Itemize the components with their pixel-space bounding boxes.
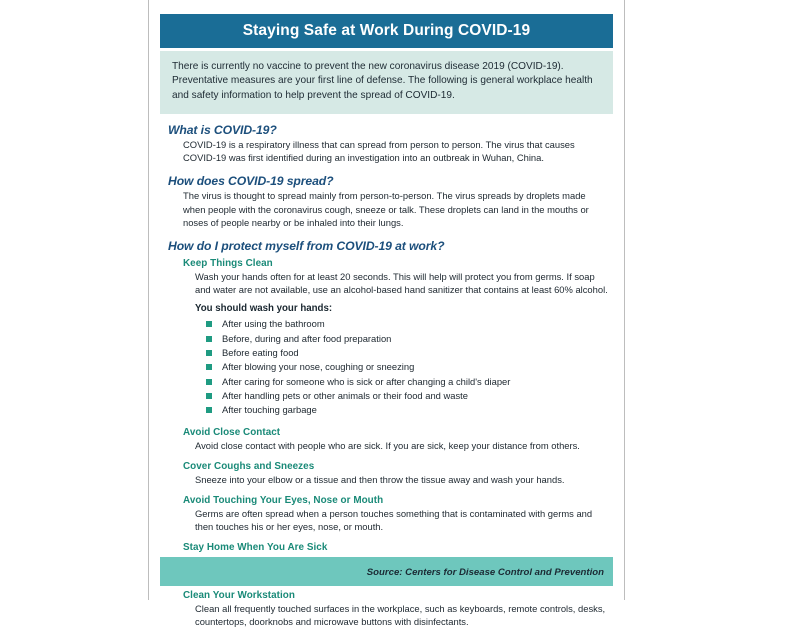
square-bullet-icon bbox=[206, 321, 212, 327]
subsection-body-avoid-touching-face: Germs are often spread when a person touches something that is contaminated with germs and then touches his or her eyes, nose, or mouth. bbox=[195, 508, 593, 533]
square-bullet-icon bbox=[206, 336, 212, 342]
square-bullet-icon bbox=[206, 364, 212, 370]
list-item-label: After blowing your nose, coughing or sneezing bbox=[222, 361, 415, 373]
section-body-how-spread: The virus is thought to spread mainly from person-to-person. The virus spreads by droplets made when people with the coronavirus cough, sneeze or talk. These droplets can land in the mouths or noses of people nearby or be inhaled into their lungs. bbox=[183, 190, 589, 228]
square-bullet-icon bbox=[206, 407, 212, 413]
list-item bbox=[206, 317, 609, 331]
subsection-body-cover-coughs: Sneeze into your elbow or a tissue and then throw the tissue away and wash your hands. bbox=[195, 474, 565, 486]
source-footer-bar bbox=[160, 557, 613, 586]
list-item-label: After using the bathroom bbox=[222, 318, 325, 330]
section-heading-what-is-covid: What is COVID-19? bbox=[168, 123, 277, 138]
list-item bbox=[206, 403, 609, 417]
poster-page bbox=[148, 0, 625, 627]
subsection-body-keep-things-clean: Wash your hands often for at least 20 seconds. This will help will protect you from germs. If soap and water are not available, use an alcohol-based hand sanitizer that contains at least 60% alcohol. bbox=[195, 270, 608, 295]
subsection-body-avoid-close-contact: Avoid close contact with people who are sick. If you are sick, keep your distance from others. bbox=[195, 439, 580, 451]
wash-hands-label: You should wash your hands: bbox=[195, 303, 333, 315]
subsection-heading-keep-things-clean: Keep Things Clean bbox=[183, 257, 273, 269]
subsection-body-clean-workstation: Clean all frequently touched surfaces in the workplace, such as keyboards, remote controls, desks, countertops, doorknobs and microwave buttons with disinfectants. bbox=[195, 602, 606, 627]
list-item bbox=[206, 332, 609, 346]
subsection-heading-avoid-close-contact: Avoid Close Contact bbox=[183, 426, 281, 438]
poster-body bbox=[160, 114, 613, 628]
subsection-heading-cover-coughs: Cover Coughs and Sneezes bbox=[183, 461, 315, 473]
list-item bbox=[206, 360, 609, 374]
subsection-heading-clean-workstation: Clean Your Workstation bbox=[183, 589, 295, 601]
subsection-heading-stay-home: Stay Home When You Are Sick bbox=[183, 542, 328, 554]
list-item-label: Before, during and after food preparation bbox=[222, 332, 392, 344]
section-heading-how-protect: How do I protect myself from COVID-19 at work? bbox=[168, 238, 445, 253]
page-title: Staying Safe at Work During COVID-19 bbox=[242, 22, 531, 39]
list-item-label: Before eating food bbox=[222, 346, 299, 358]
list-item-label: After touching garbage bbox=[222, 404, 317, 416]
section-heading-how-spread: How does COVID-19 spread? bbox=[168, 174, 334, 189]
wash-hands-list bbox=[206, 317, 609, 418]
section-body-what-is-covid: COVID-19 is a respiratory illness that can spread from person to person. The virus that causes COVID-19 was first identified during an investigation into an outbreak in Wuhan, China. bbox=[183, 139, 575, 164]
list-item bbox=[206, 375, 609, 389]
source-attribution: Source: Centers for Disease Control and Prevention bbox=[366, 567, 604, 578]
list-item-label: After handling pets or other animals or their food and waste bbox=[222, 390, 468, 402]
square-bullet-icon bbox=[206, 393, 212, 399]
subsection-heading-avoid-touching-face: Avoid Touching Your Eyes, Nose or Mouth bbox=[183, 495, 384, 507]
list-item bbox=[206, 346, 609, 360]
poster-title-bar bbox=[160, 14, 613, 48]
intro-callout-box bbox=[160, 51, 613, 114]
square-bullet-icon bbox=[206, 350, 212, 356]
intro-paragraph: There is currently no vaccine to prevent the new coronavirus disease 2019 (COVID-19). Preventative measures are your first line of defense. The following is general workplace health and safety information to help prevent the spread of COVID-19. bbox=[172, 61, 593, 101]
list-item-label: After caring for someone who is sick or after changing a child's diaper bbox=[222, 375, 511, 387]
square-bullet-icon bbox=[206, 379, 212, 385]
list-item bbox=[206, 389, 609, 403]
